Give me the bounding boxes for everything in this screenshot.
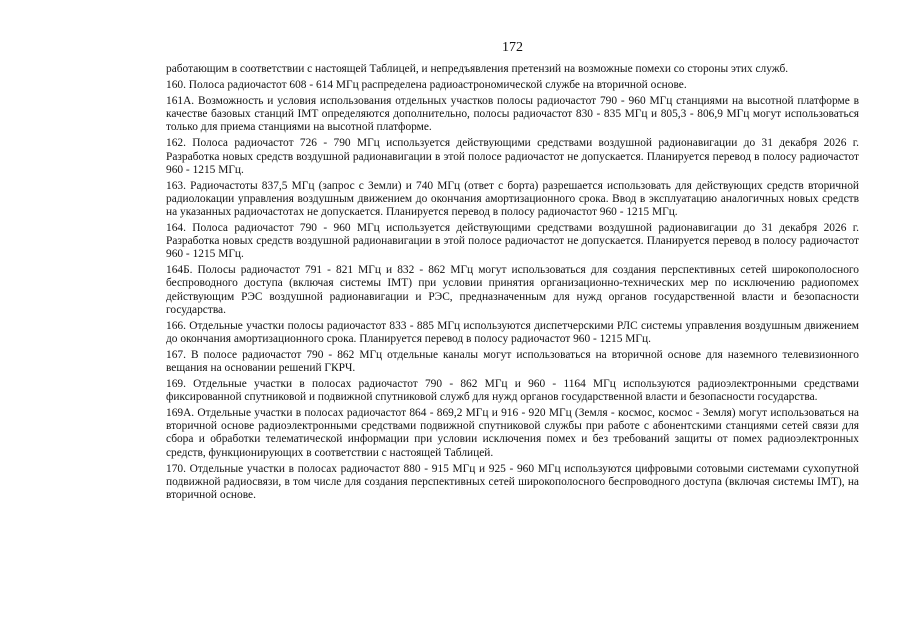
paragraph-164b: 164Б. Полосы радиочастот 791 - 821 МГц и 832 - 862 МГц могут использоваться для создания перспективных сетей широкополосного беспроводного доступа (включая системы IMT) при условии принятия организационно-технических мер по исключению радиопомех действующим РЭС воздушной радионавигации и РЭС, предназначенным для нужд органов государственной власти и безопасности государства. xyxy=(166,264,859,316)
paragraph-164: 164. Полоса радиочастот 790 - 960 МГц используется действующими средствами воздушной радионавигации до 31 декабря 2026 г. Разработка новых средств воздушной радионавигации в этой полосе радиочастот не допускается. Планируется перевод в полосу радиочастот 960 - 1215 МГц. xyxy=(166,222,859,261)
page-number: 172 xyxy=(502,40,523,55)
paragraph-170: 170. Отдельные участки в полосах радиочастот 880 - 915 МГц и 925 - 960 МГц используются цифровыми сотовыми системами сухопутной подвижной радиосвязи, в том числе для создания перспективных сетей широкополосного беспроводного доступа (включая системы IMT), на вторичной основе. xyxy=(166,462,859,501)
paragraph-169: 169. Отдельные участки в полосах радиочастот 790 - 862 МГц и 960 - 1164 МГц используются радиоэлектронными средствами фиксированной спутниковой и подвижной спутниковой служб для нужд органов государственной власти и безопасности государства. xyxy=(166,378,859,404)
document-body xyxy=(166,63,859,502)
paragraph-169a: 169А. Отдельные участки в полосах радиочастот 864 - 869,2 МГц и 916 - 920 МГц (Земля - космос, космос - Земля) могут использоваться на вторичной основе радиоэлектронными средствами подвижной спутниковой службы при работе с абонентскими станциями сетей связи для сбора и обработки телематической информации при условии исключения помех и без требований защиты от помех радиоэлектронных средств, функционирующих в соответствии с настоящей Таблицей. xyxy=(166,407,859,459)
paragraph-161a: 161А. Возможность и условия использования отдельных участков полосы радиочастот 790 - 960 МГц станциями на высотной платформе в качестве базовых станций IMT определяются дополнительно, полосы радиочастот 830 - 835 МГц и 805,3 - 806,9 МГц могут использоваться только для приема станциями на высотной платформе. xyxy=(166,95,859,134)
paragraph-160: 160. Полоса радиочастот 608 - 614 МГц распределена радиоастрономической службе на вторичной основе. xyxy=(166,79,687,92)
paragraph-162: 162. Полоса радиочастот 726 - 790 МГц используется действующими средствами воздушной радионавигации до 31 декабря 2026 г. Разработка новых средств воздушной радионавигации в этой полосе радиочастот не допускается. Планируется перевод в полосу радиочастот 960 - 1215 МГц. xyxy=(166,137,859,176)
paragraph-166: 166. Отдельные участки полосы радиочастот 833 - 885 МГц используются диспетчерскими РЛС системы управления воздушным движением до окончания амортизационного срока. Планируется перевод в полосу радиочастот 960 - 1215 МГц. xyxy=(166,319,859,345)
paragraph-167: 167. В полосе радиочастот 790 - 862 МГц отдельные каналы могут использоваться на вторичной основе для наземного телевизионного вещания на основании решений ГКРЧ. xyxy=(166,348,859,374)
document-page xyxy=(166,40,859,505)
paragraph-163: 163. Радиочастоты 837,5 МГц (запрос с Земли) и 740 МГц (ответ с борта) разрешается использовать для действующих средств вторичной радиолокации управления воздушным движением до окончания амортизационного срока. Ввод в эксплуатацию аналогичных новых средств на указанных радиочастотах не допускается. Планируется перевод в полосу радиочастот 960 - 1215 МГц. xyxy=(166,179,859,218)
paragraph-continuation: работающим в соответствии с настоящей Таблицей, и непредъявления претензий на возможные помехи со стороны этих служб. xyxy=(166,63,789,75)
